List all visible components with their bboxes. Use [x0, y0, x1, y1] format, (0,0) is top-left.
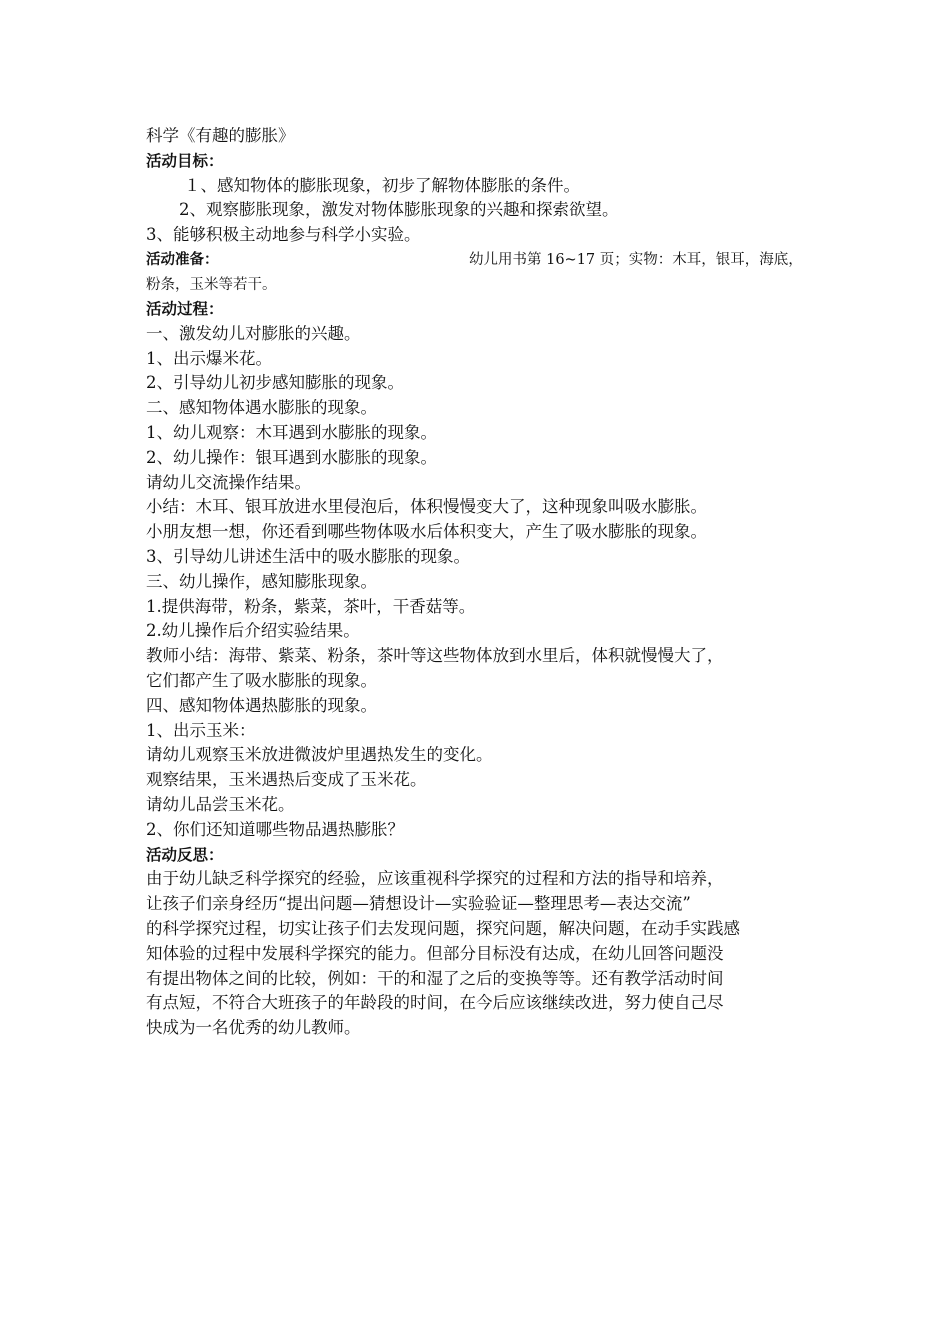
process-line: 二、感知物体遇水膨胀的现象。: [146, 398, 377, 418]
process-line: 2、幼儿操作：银耳遇到水膨胀的现象。: [146, 447, 437, 467]
preparation-heading: 活动准备：: [146, 251, 219, 268]
goal-1: １、感知物体的膨胀现象，初步了解物体膨胀的条件。: [184, 175, 580, 195]
process-line: 1、幼儿观察：木耳遇到水膨胀的现象。: [146, 422, 437, 442]
reflection-line: 快成为一名优秀的幼儿教师。: [146, 1018, 361, 1038]
process-line: 2、你们还知道哪些物品遇热膨胀？: [146, 819, 404, 839]
process-line: 2.幼儿操作后介绍实验结果。: [146, 621, 360, 641]
process-line: 一、激发幼儿对膨胀的兴趣。: [146, 323, 361, 343]
reflection-heading: 活动反思：: [146, 845, 224, 864]
process-line: 它们都产生了吸水膨胀的现象。: [146, 670, 377, 690]
process-line: 观察结果，玉米遇热后变成了玉米花。: [146, 770, 427, 790]
process-line: 三、幼儿操作，感知膨胀现象。: [146, 571, 377, 591]
process-line: 小结：木耳、银耳放进水里侵泡后，体积慢慢变大了，这种现象叫吸水膨胀。: [146, 497, 707, 517]
reflection-paragraph: [146, 867, 816, 1041]
preparation-text: 幼儿用书第 16~17 页；实物：木耳，银耳，海底，: [469, 251, 803, 268]
preparation-row: [146, 248, 816, 273]
process-line: 1.提供海带，粉条，紫菜，茶叶，干香菇等。: [146, 596, 476, 616]
process-line: 四、感知物体遇热膨胀的现象。: [146, 695, 377, 715]
reflection-line: 有提出物体之间的比较，例如：干的和湿了之后的变换等等。还有教学活动时间: [146, 968, 724, 988]
process-line: 2、引导幼儿初步感知膨胀的现象。: [146, 373, 404, 393]
process-steps: [146, 322, 816, 843]
goal-3: 3、能够积极主动地参与科学小实验。: [146, 225, 421, 245]
process-line: 小朋友想一想，你还看到哪些物体吸水后体积变大，产生了吸水膨胀的现象。: [146, 522, 707, 542]
process-line: 3、引导幼儿讲述生活中的吸水膨胀的现象。: [146, 546, 470, 566]
document-body: [146, 124, 816, 1041]
process-line: 1、出示爆米花。: [146, 348, 272, 368]
process-heading: 活动过程：: [146, 299, 224, 318]
document-title: 科学《有趣的膨胀》: [146, 126, 295, 145]
process-line: 请幼儿品尝玉米花。: [146, 794, 295, 814]
reflection-line: 有点短，不符合大班孩子的年龄段的时间，在今后应该继续改进，努力使自己尽: [146, 993, 724, 1013]
preparation-text-cont: 粉条，玉米等若干。: [146, 276, 277, 293]
goals-heading: 活动目标：: [146, 151, 224, 170]
process-line: 请幼儿观察玉米放进微波炉里遇热发生的变化。: [146, 745, 493, 765]
reflection-line: 让孩子们亲身经历“提出问题—猜想设计—实验验证—整理思考—表达交流”: [146, 894, 691, 914]
reflection-line: 由于幼儿缺乏科学探究的经验，应该重视科学探究的过程和方法的指导和培养，: [146, 869, 724, 889]
process-line: 1、出示玉米：: [146, 720, 256, 740]
goal-2: 2、观察膨胀现象，激发对物体膨胀现象的兴趣和探索欲望。: [179, 200, 619, 220]
process-line: 教师小结：海带、紫菜、粉条，茶叶等这些物体放到水里后，体积就慢慢大了，: [146, 646, 724, 666]
reflection-line: 知体验的过程中发展科学探究的能力。但部分目标没有达成，在幼儿回答问题没: [146, 943, 724, 963]
process-line: 请幼儿交流操作结果。: [146, 472, 311, 492]
reflection-line: 的科学探究过程，切实让孩子们去发现问题，探究问题，解决问题，在动手实践感: [146, 918, 740, 938]
